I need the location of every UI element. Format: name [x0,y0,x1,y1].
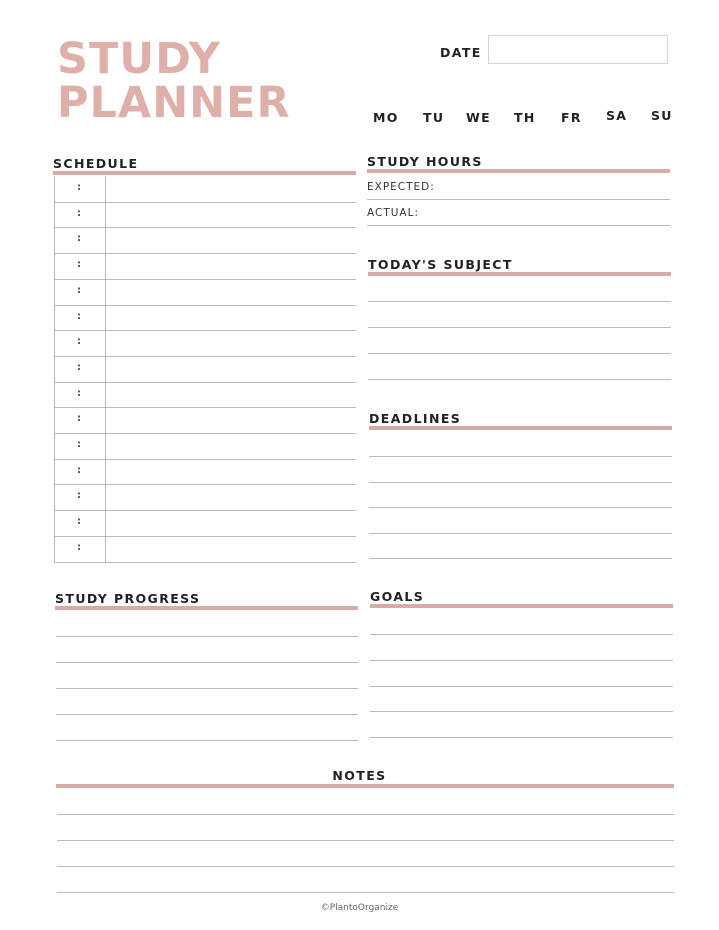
schedule-row-line[interactable] [54,433,356,434]
expected-label: EXPECTED: [367,181,435,193]
schedule-row-line[interactable] [54,407,356,408]
day-mo[interactable]: MO [373,110,399,125]
date-label: DATE [440,45,482,60]
goals-heading: GOALS [370,589,425,604]
todays-subject-heading: TODAY'S SUBJECT [368,257,513,272]
goal-line[interactable] [370,660,673,661]
notes-heading: NOTES [332,768,387,783]
schedule-row-line[interactable] [54,484,356,485]
day-su[interactable]: SU [651,108,673,123]
notes-line[interactable] [57,866,674,867]
schedule-time-colon: : [77,362,81,373]
schedule-row-line[interactable] [54,279,356,280]
deadline-line[interactable] [369,482,672,483]
deadline-line[interactable] [369,456,672,457]
day-tu[interactable]: TU [423,110,445,125]
title-line-1: STUDY [57,34,221,84]
schedule-row-line[interactable] [54,227,356,228]
schedule-time-colon: : [77,285,81,296]
schedule-row-line[interactable] [54,562,356,563]
schedule-time-colon: : [77,388,81,399]
subject-line[interactable] [368,353,671,354]
day-we[interactable]: WE [466,110,491,125]
schedule-time-colon: : [77,233,81,244]
study-progress-heading: STUDY PROGRESS [55,591,201,606]
goals-header-bar [370,604,673,608]
progress-line[interactable] [56,662,358,663]
schedule-time-colon: : [77,259,81,270]
deadline-line[interactable] [369,558,672,559]
deadline-line[interactable] [369,507,672,508]
schedule-time-colon: : [77,413,81,424]
study-hours-heading: STUDY HOURS [367,154,483,169]
progress-line[interactable] [56,688,358,689]
deadlines-header-bar [369,426,672,430]
progress-line[interactable] [56,740,358,741]
schedule-row-line[interactable] [54,356,356,357]
schedule-left-border [54,176,55,562]
subject-line[interactable] [368,327,671,328]
goal-line[interactable] [370,686,673,687]
schedule-row-line[interactable] [54,253,356,254]
schedule-time-colon: : [77,311,81,322]
notes-header-bar [56,784,674,788]
schedule-row-line[interactable] [54,510,356,511]
schedule-time-colon: : [77,336,81,347]
actual-line[interactable] [367,225,670,226]
schedule-heading: SCHEDULE [53,156,139,171]
title-line-2: PLANNER [57,78,291,128]
expected-line[interactable] [367,199,670,200]
schedule-row-line[interactable] [54,536,356,537]
todays-subject-header-bar [368,272,671,276]
schedule-row-line[interactable] [54,202,356,203]
schedule-time-colon: : [77,490,81,501]
deadlines-heading: DEADLINES [369,411,462,426]
notes-line[interactable] [57,840,674,841]
day-th[interactable]: TH [514,110,536,125]
copyright-footer: ©PlantoOrganize [320,903,399,913]
schedule-time-colon: : [77,542,81,553]
progress-line[interactable] [56,714,358,715]
schedule-row-line[interactable] [54,330,356,331]
progress-line[interactable] [56,636,358,637]
date-field[interactable] [488,35,668,64]
schedule-header-bar [53,171,356,175]
schedule-row-line[interactable] [54,382,356,383]
notes-line[interactable] [57,814,674,815]
study-hours-header-bar [367,169,670,173]
day-sa[interactable]: SA [606,108,628,123]
schedule-time-colon: : [77,208,81,219]
schedule-time-colon: : [77,182,81,193]
subject-line[interactable] [368,301,671,302]
goal-line[interactable] [370,737,673,738]
schedule-time-colon: : [77,516,81,527]
schedule-time-colon: : [77,439,81,450]
actual-label: ACTUAL: [367,207,419,219]
notes-line[interactable] [57,892,674,893]
day-fr[interactable]: FR [561,110,582,125]
schedule-time-divider [105,176,106,562]
goal-line[interactable] [370,711,673,712]
goal-line[interactable] [370,634,673,635]
subject-line[interactable] [368,379,671,380]
schedule-row-line[interactable] [54,459,356,460]
schedule-time-colon: : [77,465,81,476]
study-progress-header-bar [55,606,358,610]
schedule-row-line[interactable] [54,305,356,306]
deadline-line[interactable] [369,533,672,534]
